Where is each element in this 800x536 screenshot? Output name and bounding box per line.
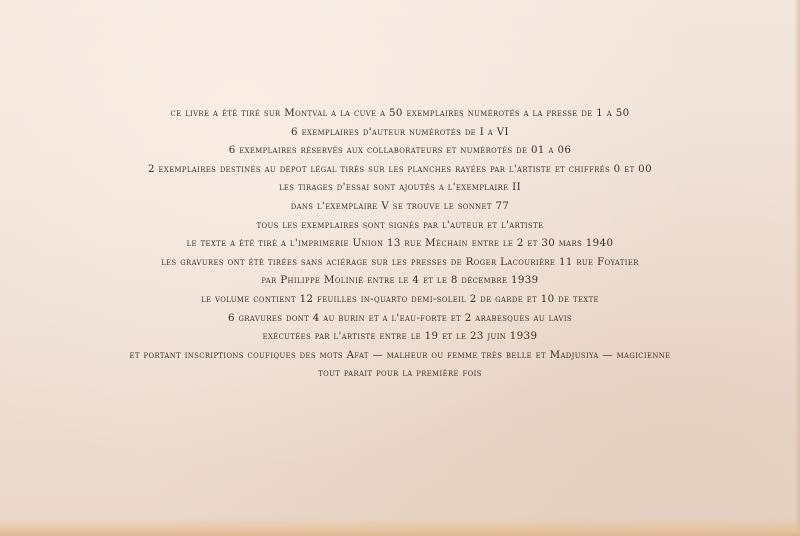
colophon-line: tous les exemplaires sont signés par l'auteur et l'artiste <box>256 218 544 231</box>
colophon-line: dans l'exemplaire V se trouve le sonnet 77 <box>290 199 510 212</box>
colophon-line: par Philippe Molinié entre le 4 et le 8 décembre 1939 <box>261 274 539 287</box>
colophon-line: 6 gravures dont 4 au burin et a l'eau-forte et 2 arabesques au lavis <box>227 311 572 324</box>
colophon-line: exécutées par l'artiste entre le 19 et le 23 juin 1939 <box>262 330 538 343</box>
colophon-line: le volume contient 12 feuilles in-quarto demi-soleil 2 de garde et 10 de texte <box>201 292 599 305</box>
colophon-line: ce livre a été tiré sur Montval a la cuve a 50 exemplaires numérotés a la presse de 1 a 50 <box>170 107 630 119</box>
colophon-line: les gravures ont été tirées sans aciérage sur les presses de Roger Lacourière 11 rue Foyatier <box>161 255 639 268</box>
paper-bottom-edge <box>0 518 800 536</box>
colophon-line: 6 exemplaires réservés aux collaborateurs et numérotés de 01 a 06 <box>228 144 572 157</box>
colophon-line: les tirages d'essai sont ajoutés a l'exemplaire II <box>278 181 522 194</box>
colophon-line: tout parait pour la première fois <box>318 367 482 380</box>
colophon-line: le texte a été tiré a l'imprimerie Union 13 rue Méchain entre le 2 et 30 mars 1940 <box>186 237 614 250</box>
colophon-line: 2 exemplaires destinés au dépot légal tirés sur les planches rayées par l'artiste et chiffrés 0 et 00 <box>147 162 653 175</box>
colophon-line: et portant inscriptions coufiques des mots Afat — malheur ou femme très belle et Madjusiya — magicienne <box>129 348 671 361</box>
colophon-line: 6 exemplaires d'auteur numérotés de I a VI <box>291 125 509 138</box>
colophon-text <box>0 104 800 383</box>
paper-right-edge <box>794 0 800 536</box>
